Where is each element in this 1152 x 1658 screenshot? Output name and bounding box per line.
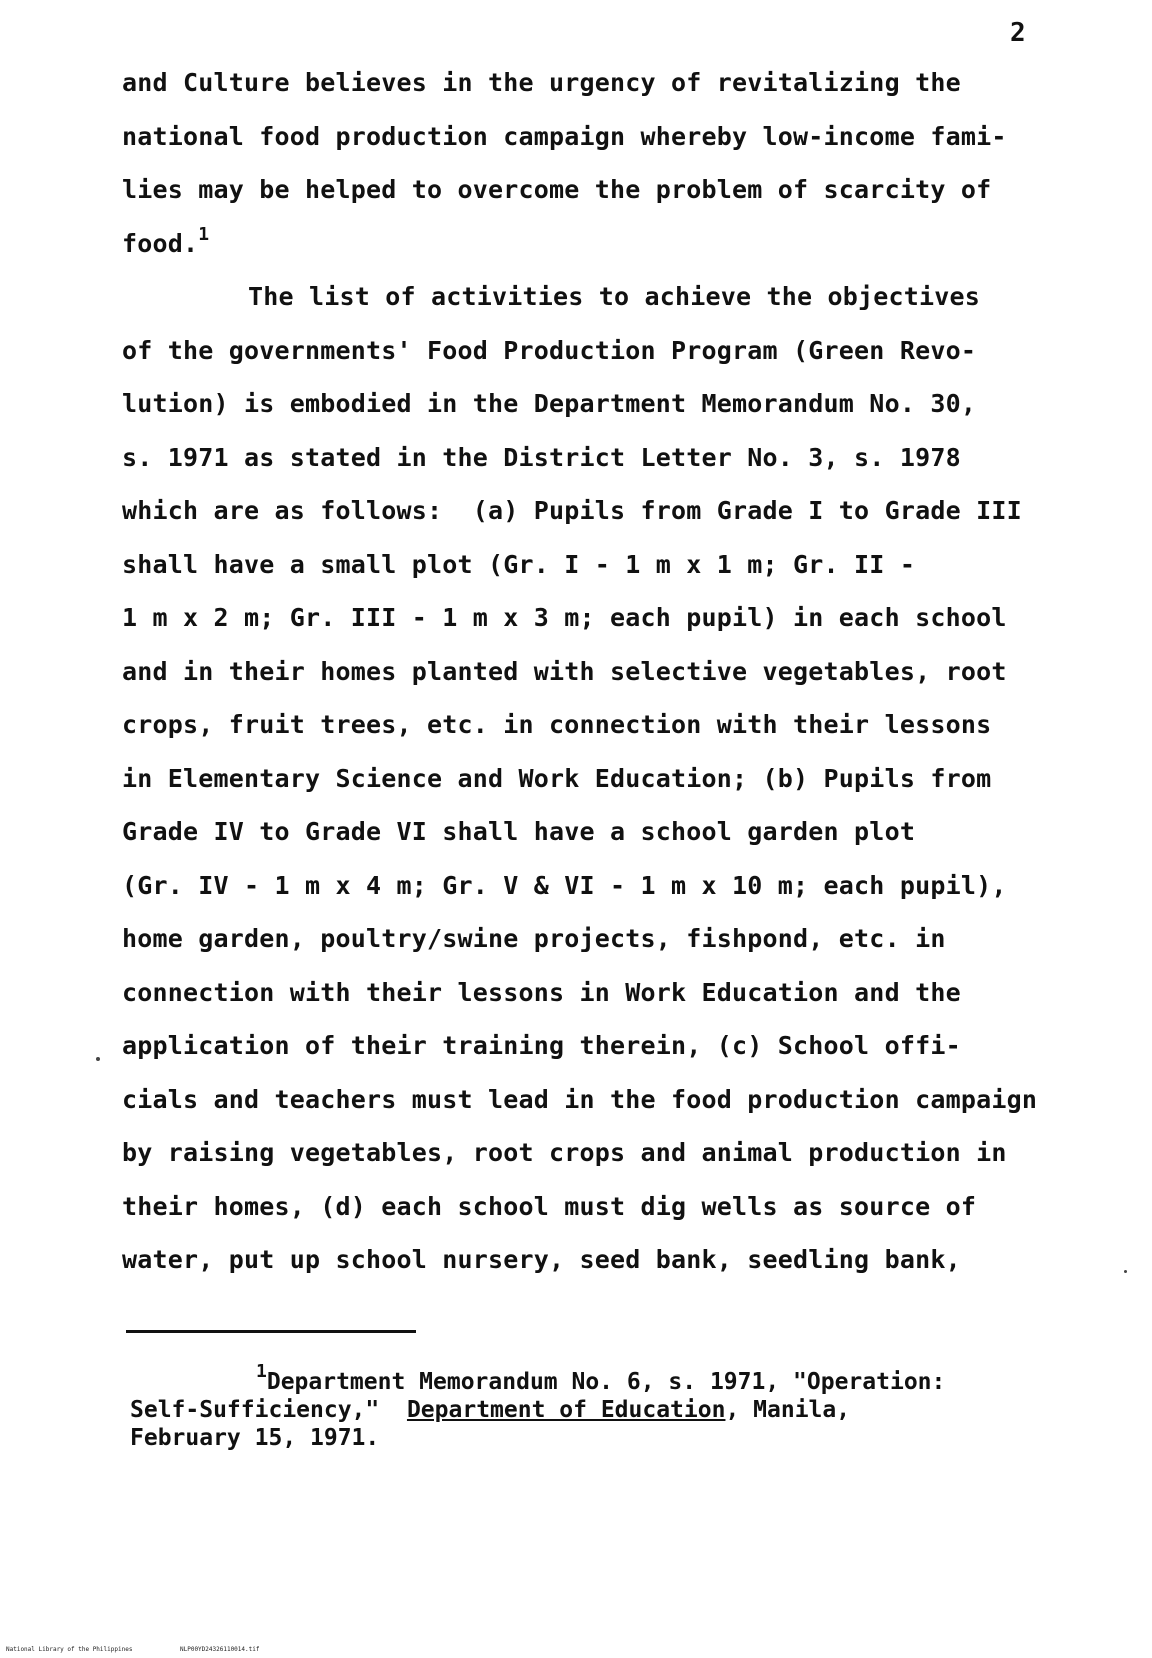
footnote-line bbox=[130, 1396, 1090, 1424]
footnote-text: Department Memorandum No. 6, s. 1971, "Operation: bbox=[266, 1369, 946, 1395]
footnote bbox=[130, 1361, 1090, 1452]
body-line: by raising vegetables, root crops and animal production in bbox=[122, 1138, 1007, 1167]
body-line-with-footnote bbox=[122, 217, 1102, 271]
footnote-line: February 15, 1971. bbox=[130, 1425, 380, 1451]
paragraph-start-line: The list of activities to achieve the objectives bbox=[248, 282, 981, 311]
footnote-publisher: Department of Education bbox=[406, 1397, 726, 1423]
body-line: cials and teachers must lead in the food production campaign bbox=[122, 1084, 1038, 1114]
body-line: home garden, poultry/swine projects, fishpond, etc. in bbox=[122, 924, 946, 953]
body-line: national food production campaign whereby low-income fami- bbox=[122, 121, 1007, 151]
body-line: and in their homes planted with selective vegetables, root bbox=[122, 656, 1007, 686]
scan-speck bbox=[96, 1057, 100, 1061]
file-code: NLP00YD24326110014.tif bbox=[180, 1646, 260, 1653]
body-line: Grade IV to Grade VI shall have a school garden plot bbox=[122, 817, 916, 846]
footnote-text: , Manila, bbox=[725, 1397, 851, 1423]
body-text bbox=[122, 56, 1102, 1287]
scan-speck bbox=[1124, 1270, 1127, 1273]
body-line: of the governments' Food Production Program (Green Revo- bbox=[122, 335, 977, 365]
footnote-line bbox=[130, 1361, 1090, 1396]
body-line: in Elementary Science and Work Education; (b) Pupils from bbox=[122, 763, 992, 793]
footnote-text: Self-Sufficiency," bbox=[130, 1397, 407, 1423]
body-line: connection with their lessons in Work Education and the bbox=[122, 977, 961, 1007]
body-line: water, put up school nursery, seed bank, seedling bank, bbox=[122, 1245, 961, 1274]
body-line: lution) is embodied in the Department Memorandum No. 30, bbox=[122, 389, 977, 418]
footnote-reference: 1 bbox=[198, 223, 210, 245]
body-line: and Culture believes in the urgency of revitalizing the bbox=[122, 68, 961, 97]
body-line: shall have a small plot (Gr. I - 1 m x 1 m; Gr. II - bbox=[122, 549, 916, 579]
body-line: 1 m x 2 m; Gr. III - 1 m x 3 m; each pupil) in each school bbox=[122, 603, 1007, 632]
body-line: which are as follows: (a) Pupils from Grade I to Grade III bbox=[122, 496, 1022, 525]
page-number: 2 bbox=[1010, 18, 1026, 48]
body-line: crops, fruit trees, etc. in connection with their lessons bbox=[122, 710, 992, 739]
library-credit: National Library of the Philippines bbox=[6, 1646, 133, 1653]
body-line: lies may be helped to overcome the problem of scarcity of bbox=[122, 175, 992, 204]
body-line: application of their training therein, (c) School offi- bbox=[122, 1031, 961, 1060]
footnote-divider bbox=[126, 1330, 416, 1333]
body-line: s. 1971 as stated in the District Letter No. 3, s. 1978 bbox=[122, 442, 961, 472]
body-line: their homes, (d) each school must dig wells as source of bbox=[122, 1191, 977, 1221]
body-line-text: food. bbox=[122, 228, 199, 258]
footnote-marker: 1 bbox=[256, 1361, 267, 1382]
body-line: (Gr. IV - 1 m x 4 m; Gr. V & VI - 1 m x 10 m; each pupil), bbox=[122, 870, 1007, 900]
